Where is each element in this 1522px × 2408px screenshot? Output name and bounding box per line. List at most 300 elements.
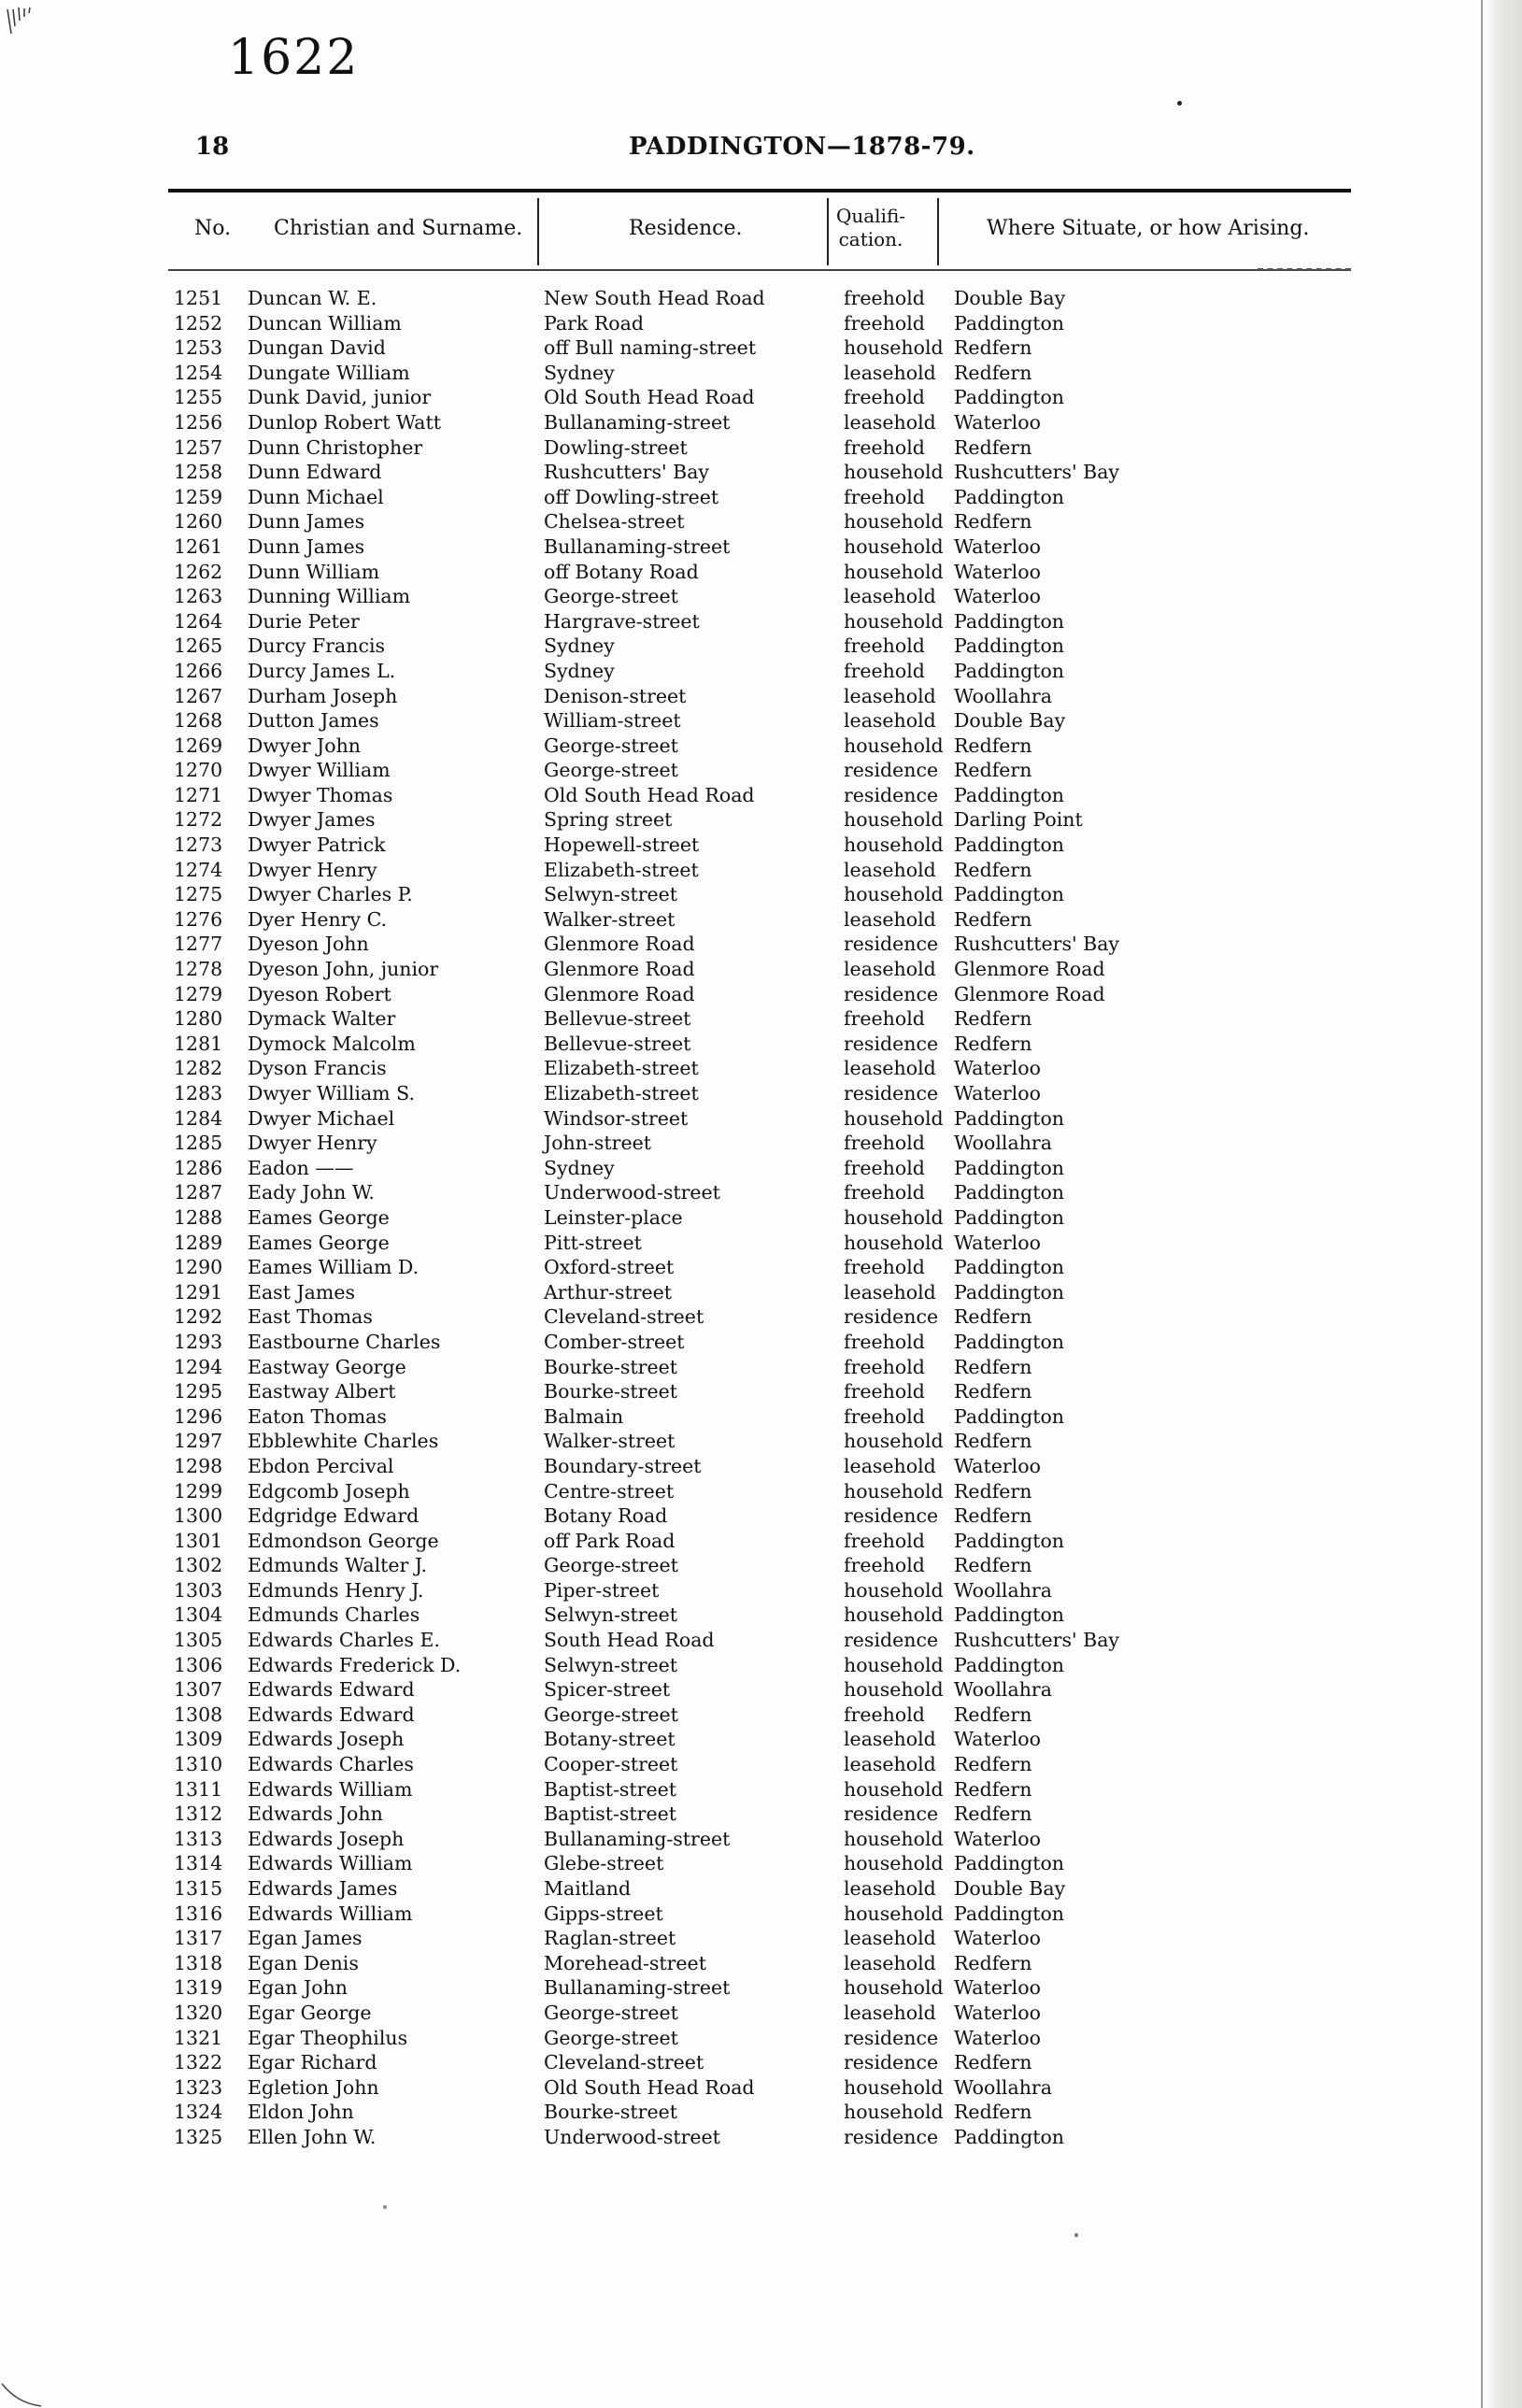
page-number: 18 [195, 133, 230, 161]
entry-where: Waterloo [954, 1454, 1041, 1477]
list-item [0, 1876, 1522, 1902]
list-item [0, 485, 1522, 510]
entry-qualification: leasehold [844, 1951, 936, 1974]
entry-residence: Arthur-street [544, 1280, 673, 1304]
entry-where: Redfern [954, 759, 1032, 782]
entry-residence: Glebe-street [544, 1852, 664, 1875]
entry-residence: off Dowling-street [544, 485, 719, 508]
list-item [0, 361, 1522, 386]
entry-number: 1294 [174, 1355, 223, 1378]
list-item [0, 1205, 1522, 1231]
entry-residence: Morehead-street [544, 1951, 706, 1974]
entry-where: Paddington [954, 1280, 1065, 1304]
entry-where: Paddington [954, 659, 1065, 682]
list-item [0, 509, 1522, 534]
entry-where: Redfern [954, 1007, 1032, 1031]
entry-residence: Elizabeth-street [544, 1057, 699, 1080]
entry-number: 1266 [174, 659, 223, 682]
list-item [0, 1479, 1522, 1504]
entry-where: Paddington [954, 2125, 1065, 2148]
entry-qualification: freehold [844, 659, 925, 682]
entry-name: Eady John W. [248, 1181, 375, 1204]
entry-residence: Leinster-place [544, 1205, 683, 1229]
entry-number: 1292 [174, 1305, 223, 1329]
entry-name: Eames George [248, 1231, 390, 1254]
list-item [0, 1975, 1522, 2001]
entry-qualification: residence [844, 1082, 939, 1104]
entry-where: Paddington [954, 1852, 1065, 1875]
entry-where: Redfern [954, 734, 1032, 757]
entry-number: 1272 [174, 808, 223, 832]
entry-name: Egar George [248, 2001, 372, 2024]
entry-qualification: household [844, 336, 944, 360]
entry-number: 1287 [174, 1181, 223, 1204]
folio-number: 1622 [228, 30, 360, 86]
entry-qualification: household [844, 1430, 944, 1453]
entry-residence: George-street [544, 2026, 678, 2049]
entry-qualification: household [844, 560, 944, 583]
entry-qualification: freehold [844, 1404, 925, 1428]
list-item [0, 758, 1522, 783]
list-item [0, 1429, 1522, 1454]
list-item [0, 1032, 1522, 1057]
entry-name: Dyer Henry C. [248, 907, 388, 931]
entry-qualification: leasehold [844, 1057, 936, 1080]
list-item [0, 2125, 1522, 2150]
entry-qualification: residence [844, 1032, 939, 1055]
entry-where: Paddington [954, 1156, 1065, 1179]
entry-qualification: leasehold [844, 585, 936, 608]
entry-where: Redfern [954, 361, 1032, 384]
entry-residence: Bellevue-street [544, 1032, 691, 1055]
entry-where: Redfern [954, 907, 1032, 931]
entry-qualification: freehold [844, 1330, 925, 1353]
entry-qualification: residence [844, 2051, 939, 2074]
entry-qualification: household [844, 1852, 944, 1875]
ink-speck [1177, 101, 1182, 106]
entry-number: 1277 [174, 933, 223, 956]
entry-residence: Old South Head Road [544, 386, 755, 409]
entry-residence: William-street [544, 709, 681, 733]
entry-number: 1317 [174, 1927, 223, 1950]
entry-residence: Centre-street [544, 1479, 675, 1503]
list-item [0, 534, 1522, 560]
entry-name: Edwards William [248, 1902, 413, 1925]
entry-qualification: household [844, 1902, 944, 1925]
entry-residence: Cleveland-street [544, 2051, 704, 2074]
entry-where: Redfern [954, 510, 1032, 534]
entry-residence: Sydney [544, 659, 615, 682]
entry-name: Dunk David, junior [248, 386, 432, 409]
entry-qualification: household [844, 1205, 944, 1229]
elector-list [0, 286, 1522, 2150]
entry-residence: Dowling-street [544, 435, 688, 459]
entry-residence: Bullanaming-street [544, 1976, 731, 2000]
entry-name: Edwards Joseph [248, 1728, 405, 1751]
entry-number: 1295 [174, 1380, 223, 1403]
header-residence: Residence. [629, 216, 743, 240]
entry-where: Waterloo [954, 1728, 1041, 1751]
entry-name: Edwards Charles E. [248, 1629, 440, 1652]
list-item [0, 1503, 1522, 1529]
entry-where: Paddington [954, 1404, 1065, 1428]
list-item [0, 907, 1522, 933]
entry-qualification: freehold [844, 386, 925, 409]
list-item [0, 1056, 1522, 1081]
entry-name: Edwards Edward [248, 1703, 415, 1726]
entry-where: Woollahra [954, 684, 1052, 707]
list-item [0, 2001, 1522, 2026]
entry-residence: Underwood-street [544, 1181, 720, 1204]
entry-qualification: residence [844, 759, 939, 782]
list-item [0, 1703, 1522, 1728]
entry-number: 1257 [174, 435, 223, 459]
list-item [0, 807, 1522, 833]
list-item [0, 1578, 1522, 1603]
list-item [0, 1628, 1522, 1653]
entry-where: Paddington [954, 1106, 1065, 1130]
entry-number: 1255 [174, 386, 223, 409]
entry-name: Dwyer Thomas [248, 783, 393, 806]
entry-name: Eastway Albert [248, 1380, 396, 1403]
entry-where: Redfern [954, 858, 1032, 881]
entry-name: Eaton Thomas [248, 1404, 387, 1428]
entry-qualification: freehold [844, 1703, 925, 1726]
entry-where: Redfern [954, 1951, 1032, 1974]
entry-residence: Maitland [544, 1877, 632, 1900]
entry-residence: Elizabeth-street [544, 858, 699, 881]
entry-where: Woollahra [954, 1132, 1052, 1155]
entry-qualification: residence [844, 1305, 939, 1329]
entry-number: 1273 [174, 834, 223, 857]
entry-where: Paddington [954, 1330, 1065, 1353]
entry-qualification: freehold [844, 1529, 925, 1552]
entry-residence: John-street [544, 1132, 651, 1155]
entry-residence: George-street [544, 734, 678, 757]
entry-name: Eadon —— [248, 1156, 354, 1179]
list-item [0, 1106, 1522, 1132]
entry-residence: George-street [544, 1703, 678, 1726]
entry-where: Waterloo [954, 410, 1041, 434]
list-item [0, 1081, 1522, 1106]
header-rule-tail [1258, 268, 1351, 270]
entry-name: Egan Denis [248, 1951, 359, 1974]
entry-residence: Underwood-street [544, 2125, 720, 2148]
list-item [0, 2026, 1522, 2051]
entry-number: 1283 [174, 1082, 223, 1104]
entry-number: 1276 [174, 907, 223, 931]
entry-qualification: leasehold [844, 958, 936, 981]
entry-qualification: residence [844, 1802, 939, 1826]
entry-number: 1307 [174, 1678, 223, 1702]
list-item [0, 932, 1522, 957]
header-top-rule [168, 189, 1351, 192]
entry-where: Rushcutters' Bay [954, 933, 1119, 956]
entry-where: Waterloo [954, 1927, 1041, 1950]
entry-qualification: household [844, 883, 944, 906]
entry-name: Dymack Walter [248, 1007, 396, 1031]
entry-number: 1263 [174, 585, 223, 608]
list-item [0, 385, 1522, 410]
entry-number: 1308 [174, 1703, 223, 1726]
entry-number: 1284 [174, 1106, 223, 1130]
entry-name: Durcy Francis [248, 634, 386, 658]
list-item [0, 1529, 1522, 1554]
entry-residence: Rushcutters' Bay [544, 461, 709, 484]
entry-where: Redfern [954, 336, 1032, 360]
entry-name: Dwyer William [248, 759, 391, 782]
entry-number: 1300 [174, 1504, 223, 1528]
entry-qualification: residence [844, 2125, 939, 2148]
list-item [0, 1851, 1522, 1876]
list-item [0, 1404, 1522, 1430]
entry-number: 1269 [174, 734, 223, 757]
entry-qualification: freehold [844, 1256, 925, 1279]
entry-qualification: household [844, 534, 944, 558]
entry-qualification: leasehold [844, 361, 936, 384]
entry-number: 1323 [174, 2075, 223, 2099]
entry-qualification: freehold [844, 634, 925, 658]
entry-name: Edwards Charles [248, 1753, 414, 1776]
entry-name: Dymock Malcolm [248, 1032, 416, 1055]
entry-residence: Balmain [544, 1404, 624, 1428]
list-item [0, 1603, 1522, 1628]
list-item [0, 435, 1522, 461]
entry-number: 1289 [174, 1231, 223, 1254]
entry-residence: Botany Road [544, 1504, 668, 1528]
entry-residence: South Head Road [544, 1629, 715, 1652]
list-item [0, 659, 1522, 684]
entry-number: 1299 [174, 1479, 223, 1503]
entry-name: Edwards William [248, 1777, 413, 1801]
entry-number: 1278 [174, 958, 223, 981]
entry-qualification: residence [844, 982, 939, 1005]
entry-name: Durham Joseph [248, 684, 398, 707]
entry-residence: off Bull naming-street [544, 336, 757, 360]
entry-name: Dunn Michael [248, 485, 384, 508]
entry-qualification: household [844, 1777, 944, 1801]
entry-qualification: residence [844, 783, 939, 806]
entry-residence: George-street [544, 585, 678, 608]
entry-residence: Bellevue-street [544, 1007, 691, 1031]
entry-residence: Old South Head Road [544, 783, 755, 806]
entry-where: Paddington [954, 1529, 1065, 1552]
entry-name: Dwyer William S. [248, 1082, 415, 1104]
entry-number: 1275 [174, 883, 223, 906]
entry-residence: Bullanaming-street [544, 1827, 731, 1850]
entry-where: Double Bay [954, 709, 1066, 733]
entry-residence: Bourke-street [544, 2101, 677, 2124]
list-item [0, 1156, 1522, 1181]
entry-qualification: household [844, 1479, 944, 1503]
entry-name: Dyeson John, junior [248, 958, 439, 981]
list-item [0, 460, 1522, 485]
entry-name: Dunn Edward [248, 461, 382, 484]
list-item [0, 410, 1522, 435]
entry-name: Ellen John W. [248, 2125, 377, 2148]
list-item [0, 1180, 1522, 1205]
entry-where: Woollahra [954, 2075, 1052, 2099]
entry-where: Waterloo [954, 585, 1041, 608]
entry-residence: Windsor-street [544, 1106, 689, 1130]
entry-name: Dunn James [248, 534, 365, 558]
entry-name: Edmunds Charles [248, 1603, 420, 1627]
running-title: PADDINGTON—1878-79. [629, 133, 975, 161]
entry-where: Redfern [954, 2051, 1032, 2074]
entry-residence: Bullanaming-street [544, 534, 731, 558]
entry-number: 1261 [174, 534, 223, 558]
entry-number: 1281 [174, 1032, 223, 1055]
entry-number: 1282 [174, 1057, 223, 1080]
entry-name: Edwards James [248, 1877, 398, 1900]
entry-where: Paddington [954, 386, 1065, 409]
entry-residence: off Botany Road [544, 560, 699, 583]
list-item [0, 2075, 1522, 2101]
entry-qualification: freehold [844, 1554, 925, 1577]
entry-number: 1293 [174, 1330, 223, 1353]
entry-where: Redfern [954, 1380, 1032, 1403]
entry-where: Waterloo [954, 1082, 1041, 1104]
entry-name: Egan John [248, 1976, 348, 2000]
list-item [0, 1727, 1522, 1752]
entry-name: Duncan W. E. [248, 287, 377, 309]
list-item [0, 1304, 1522, 1330]
list-item [0, 1926, 1522, 1951]
entry-qualification: household [844, 1603, 944, 1627]
entry-name: East Thomas [248, 1305, 373, 1329]
entry-where: Redfern [954, 1032, 1032, 1055]
entry-qualification: leasehold [844, 1927, 936, 1950]
list-item [0, 1379, 1522, 1404]
entry-name: Eastbourne Charles [248, 1330, 441, 1353]
entry-residence: Sydney [544, 1156, 615, 1179]
entry-number: 1318 [174, 1951, 223, 1974]
list-item [0, 1131, 1522, 1156]
entry-number: 1321 [174, 2026, 223, 2049]
list-item [0, 858, 1522, 883]
list-item [0, 684, 1522, 709]
entry-residence: Hargrave-street [544, 609, 700, 633]
entry-qualification: freehold [844, 1355, 925, 1378]
entry-where: Redfern [954, 1703, 1032, 1726]
entry-residence: Bourke-street [544, 1355, 677, 1378]
entry-name: Edwards Edward [248, 1678, 415, 1702]
entry-where: Paddington [954, 1653, 1065, 1676]
header-qualification-line1: Qualifi- [835, 205, 906, 227]
entry-qualification: household [844, 734, 944, 757]
list-item [0, 1951, 1522, 1976]
list-item [0, 734, 1522, 759]
entry-qualification: leasehold [844, 410, 936, 434]
entry-number: 1306 [174, 1653, 223, 1676]
entry-number: 1258 [174, 461, 223, 484]
header-where: Where Situate, or how Arising. [987, 216, 1310, 240]
entry-number: 1297 [174, 1430, 223, 1453]
entry-where: Glenmore Road [954, 958, 1105, 981]
list-item [0, 584, 1522, 609]
entry-where: Waterloo [954, 1976, 1041, 2000]
entry-number: 1324 [174, 2101, 223, 2124]
entry-number: 1316 [174, 1902, 223, 1925]
entry-where: Paddington [954, 1205, 1065, 1229]
entry-qualification: freehold [844, 1181, 925, 1204]
entry-qualification: leasehold [844, 1877, 936, 1900]
entry-residence: Cleveland-street [544, 1305, 704, 1329]
entry-name: Edmunds Walter J. [248, 1554, 427, 1577]
entry-qualification: leasehold [844, 1728, 936, 1751]
list-item [0, 1454, 1522, 1479]
entry-number: 1301 [174, 1529, 223, 1552]
entry-residence: George-street [544, 2001, 678, 2024]
entry-qualification: freehold [844, 311, 925, 335]
entry-number: 1296 [174, 1404, 223, 1428]
entry-residence: Denison-street [544, 684, 687, 707]
header-qualification-line2: cation. [838, 228, 903, 250]
entry-number: 1267 [174, 684, 223, 707]
entry-name: Dunn Christopher [248, 435, 423, 459]
entry-number: 1288 [174, 1205, 223, 1229]
entry-name: Edwards Frederick D. [248, 1653, 462, 1676]
entry-qualification: leasehold [844, 684, 936, 707]
entry-name: Edmondson George [248, 1529, 439, 1552]
entry-name: Durie Peter [248, 609, 360, 633]
entry-where: Glenmore Road [954, 982, 1105, 1005]
list-item [0, 286, 1522, 311]
entry-where: Redfern [954, 1753, 1032, 1776]
entry-number: 1305 [174, 1629, 223, 1652]
entry-where: Paddington [954, 834, 1065, 857]
entry-number: 1265 [174, 634, 223, 658]
entry-qualification: freehold [844, 1007, 925, 1031]
entry-number: 1314 [174, 1852, 223, 1875]
entry-name: Dunning William [248, 585, 411, 608]
entry-name: Edwards John [248, 1802, 383, 1826]
entry-residence: Bourke-street [544, 1380, 677, 1403]
entry-number: 1268 [174, 709, 223, 733]
list-item [0, 882, 1522, 907]
entry-name: Edmunds Henry J. [248, 1578, 424, 1602]
entry-where: Waterloo [954, 2026, 1041, 2049]
entry-qualification: freehold [844, 287, 925, 309]
entry-qualification: freehold [844, 485, 925, 508]
entry-qualification: leasehold [844, 1454, 936, 1477]
entry-where: Paddington [954, 311, 1065, 335]
entry-number: 1279 [174, 982, 223, 1005]
entry-residence: Chelsea-street [544, 510, 685, 534]
entry-residence: Spring street [544, 808, 673, 832]
entry-residence: Hopewell-street [544, 834, 700, 857]
entry-where: Redfern [954, 1479, 1032, 1503]
entry-name: Dyeson Robert [248, 982, 391, 1005]
list-item [0, 1330, 1522, 1355]
header-name: Christian and Surname. [274, 216, 523, 240]
entry-qualification: household [844, 1976, 944, 2000]
entry-qualification: residence [844, 1504, 939, 1528]
entry-where: Redfern [954, 1355, 1032, 1378]
entry-name: Ebdon Percival [248, 1454, 394, 1477]
entry-number: 1320 [174, 2001, 223, 2024]
entry-where: Paddington [954, 485, 1065, 508]
list-item [0, 560, 1522, 585]
entry-residence: Botany-street [544, 1728, 676, 1751]
entry-where: Paddington [954, 783, 1065, 806]
entry-name: Eames William D. [248, 1256, 420, 1279]
entry-qualification: residence [844, 933, 939, 956]
list-item [0, 1902, 1522, 1927]
entry-number: 1325 [174, 2125, 223, 2148]
entry-qualification: leasehold [844, 907, 936, 931]
entry-residence: George-street [544, 759, 678, 782]
